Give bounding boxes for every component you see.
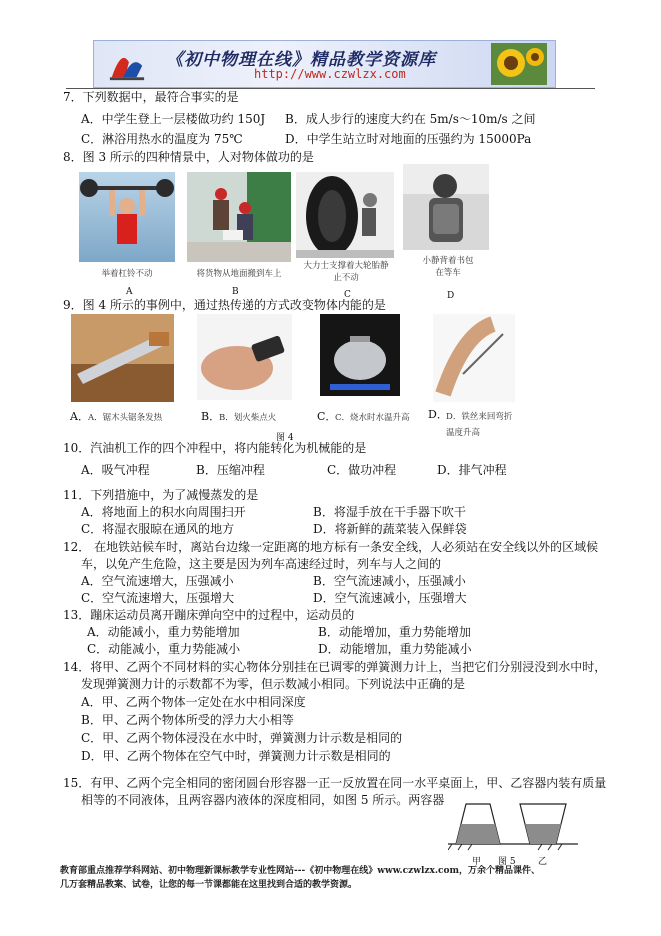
q10-option-c: C．做功冲程 (327, 463, 397, 477)
figure-5-containers (448, 798, 578, 860)
q8-caption-c: 大力士支撑着大轮胎静止不动 (303, 261, 389, 283)
q9-option-d: D．铁丝来回弯折温度升高 (446, 412, 513, 438)
q14-option-c: C．甲、乙两个物体浸没在水中时，弹簧测力计示数是相同的 (81, 731, 403, 745)
q12-option-c: C．空气流速增大，压强增大 (81, 591, 235, 605)
q10-option-a: A．吸气冲程 (81, 463, 150, 477)
header-title: 《初中物理在线》精品教学资源库 (166, 50, 436, 70)
q13-option-a: A．动能减小，重力势能增加 (87, 625, 240, 639)
q7-option-d: D．中学生站立时对地面的压强约为 15000Pa (285, 132, 532, 146)
q15-line1: 15．有甲、乙两个完全相同的密闭圆台形容器一正一反放置在同一水平桌面上，甲、乙容器内装有质量 (63, 776, 607, 790)
q9-option-a-letter: A． (70, 410, 89, 423)
q15-label-yi: 乙 (538, 857, 548, 867)
q11-option-b: B．将湿手放在干手器下吹干 (313, 505, 466, 519)
striking-match-photo (197, 314, 292, 400)
q15-line2: 相等的不同液体，且两容器内液体的深度相同，如图 5 所示。两容器 (81, 793, 445, 807)
weightlifter-photo (79, 172, 175, 262)
q7-option-b: B．成人步行的速度大约在 5m/s～10m/s 之间 (285, 112, 536, 126)
q9-figure-label: 图 4 (276, 433, 294, 443)
bending-wire-photo (433, 314, 515, 402)
q12-option-a: A．空气流速增大，压强减小 (81, 574, 234, 588)
q12-line1: 12． 在地铁站候车时，离站台边缘一定距离的地方标有一条安全线，人必须站在安全线以外的区域候 (63, 540, 599, 554)
q11-option-a: A．将地面上的积水向周围扫开 (81, 505, 246, 519)
q14-line2: 发现弹簧测力计的示数都不为零，但示数减小相同。下列说法中正确的是 (81, 677, 466, 691)
q10-option-d: D．排气冲程 (437, 463, 507, 477)
q7-stem: 7．下列数据中，最符合事实的是 (63, 90, 239, 104)
q9-option-c-letter: C． (317, 410, 337, 423)
q8-letter-d: D (447, 291, 455, 301)
q14-option-b: B．甲、乙两个物体所受的浮力大小相等 (81, 713, 294, 727)
student-backpack-photo (403, 164, 489, 250)
footer-line2: 几万套精品教案、试卷，让您的每一节课都能在这里找到合适的教学资源。 (60, 880, 358, 890)
q15-label-jia: 甲 (472, 857, 482, 867)
q13-option-b: B．动能增加，重力势能增加 (318, 625, 471, 639)
tire-strongman-photo (296, 172, 394, 258)
q13-stem: 13．蹦床运动员离开蹦床弹向空中的过程中，运动员的 (63, 608, 355, 622)
footer-ad (60, 864, 605, 892)
q8-letter-a: A (126, 287, 133, 297)
q12-option-d: D．空气流速减小，压强增大 (313, 591, 467, 605)
q9-option-c: C．烧水时水温升高 (335, 413, 410, 423)
q9-option-b-letter: B． (201, 410, 221, 423)
q12-option-b: B．空气流速减小，压强减小 (313, 574, 466, 588)
q9-option-d-letter: D． (428, 408, 448, 421)
q7-option-c: C．淋浴用热水的温度为 75℃ (81, 132, 243, 146)
loading-goods-photo (187, 172, 291, 262)
q11-stem: 11．下列措施中，为了减慢蒸发的是 (63, 488, 259, 502)
q11-option-d: D．将新鲜的蔬菜装入保鲜袋 (313, 522, 467, 536)
q13-option-d: D．动能增加，重力势能减小 (318, 642, 472, 656)
q8-caption-a: 举着杠铃不动 (101, 269, 153, 279)
sawing-wood-photo (71, 314, 174, 402)
boiling-kettle-photo (320, 314, 400, 396)
header-banner (93, 40, 556, 88)
header-rule (66, 88, 595, 89)
q8-stem: 8．图 3 所示的四种情景中，人对物体做功的是 (63, 150, 314, 164)
q14-option-a: A．甲、乙两个物体一定处在水中相同深度 (81, 695, 306, 709)
q8-letter-c: C (344, 290, 351, 300)
header-url[interactable]: http://www.czwlzx.com (254, 67, 406, 81)
q13-option-c: C．动能减小，重力势能减小 (87, 642, 241, 656)
site-logo-icon (108, 45, 146, 83)
footer-line1: 教育部重点推荐学科网站、初中物理新课标教学专业性网站---《初中物理在线》www.czwlzx.com，万余个精品课件、 (60, 866, 541, 876)
q9-option-a: A．锯木头锯条发热 (88, 413, 163, 423)
q8-caption-b: 将货物从地面搬到车上 (196, 269, 282, 279)
q12-line2: 车，以免产生危险，这主要是因为列车高速经过时，列车与人之间的 (81, 557, 442, 571)
q8-caption-d: 小静背着书包在等车 (422, 256, 474, 278)
q9-option-b: B．划火柴点火 (219, 413, 277, 423)
q10-option-b: B．压缩冲程 (196, 463, 265, 477)
q11-option-c: C．将湿衣服晾在通风的地方 (81, 522, 235, 536)
q15-figure-label: 图 5 (498, 857, 516, 867)
q14-line1: 14．将甲、乙两个不同材料的实心物体分别挂在已调零的弹簧测力计上，当把它们分别浸没到水中时， (63, 660, 607, 674)
q10-stem: 10．汽油机工作的四个冲程中，将内能转化为机械能的是 (63, 441, 367, 455)
q14-option-d: D．甲、乙两个物体在空气中时，弹簧测力计示数是相同的 (81, 749, 391, 763)
sunflower-icon (491, 43, 547, 85)
q8-letter-b: B (232, 287, 239, 297)
q9-stem: 9．图 4 所示的事例中，通过热传递的方式改变物体内能的是 (63, 298, 386, 312)
q7-option-a: A．中学生登上一层楼做功约 150J (81, 112, 266, 126)
